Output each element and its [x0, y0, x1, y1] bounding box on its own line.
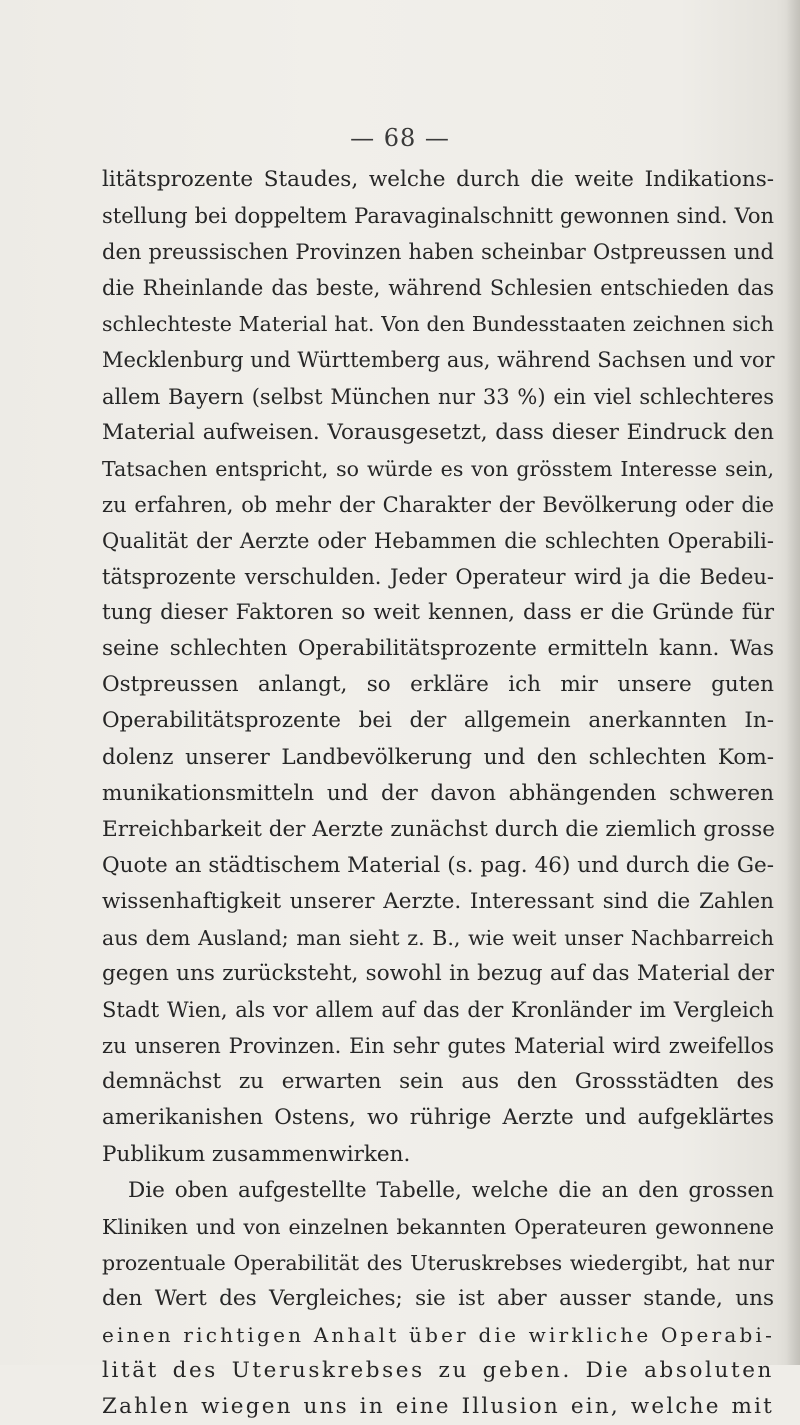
text-line: Publikum zusammenwirken. — [102, 1141, 411, 1167]
text-line: Ostpreussen anlangt, so erkläre ich mir unsere guten — [102, 672, 774, 698]
text-line: seine schlechten Operabilitätsprozente ermitteln kann. Was — [102, 636, 774, 662]
text-line: gegen uns zurücksteht, sowohl in bezug auf das Material der — [102, 961, 774, 987]
text-line: Stadt Wien, als vor allem auf das der Kronländer im Vergleich — [102, 998, 774, 1023]
text-line: munikationsmitteln und der davon abhängenden schweren — [102, 780, 774, 806]
text-line: Qualität der Aerzte oder Hebammen die schlechten Operabili- — [102, 528, 774, 553]
text-line: zu unseren Provinzen. Ein sehr gutes Material wird zweifellos — [102, 1034, 774, 1059]
page-edge-shadow — [786, 0, 800, 1365]
spaced-text-line: einen richtigen Anhalt über die wirkliche Operabi- — [102, 1323, 776, 1347]
page-number: — 68 — — [350, 124, 450, 152]
text-line: Tatsachen entspricht, so würde es von grösstem Interesse sein, — [102, 456, 774, 481]
text-line: dolenz unserer Landbevölkerung und den schlechten Kom- — [102, 744, 774, 770]
text-line: Material aufweisen. Vorausgesetzt, dass dieser Eindruck den — [102, 419, 774, 445]
text-line: litätsprozente Staudes, welche durch die weite Indikations- — [102, 167, 774, 192]
body-text — [102, 162, 774, 1425]
text-line: tung dieser Faktoren so weit kennen, dass er die Gründe für — [102, 600, 774, 626]
text-line: zu erfahren, ob mehr der Charakter der Bevölkerung oder die — [102, 492, 774, 517]
text-line: prozentuale Operabilität des Uteruskrebses wiedergibt, hat nur — [102, 1250, 774, 1275]
text-line: amerikanishen Ostens, wo rührige Aerzte und aufgeklärtes — [102, 1105, 774, 1131]
text-line: den preussischen Provinzen haben scheinbar Ostpreussen und — [102, 240, 774, 265]
text-line: tätsprozente verschulden. Jeder Operateur wird ja die Bedeu- — [102, 565, 774, 590]
text-line: aus dem Ausland; man sieht z. B., wie weit unser Nachbarreich — [102, 925, 774, 950]
text-line: Kliniken und von einzelnen bekannten Operateuren gewonnene — [102, 1214, 774, 1239]
text-line: den Wert des Vergleiches; sie ist aber ausser stande, uns — [102, 1285, 774, 1311]
text-line: schlechteste Material hat. Von den Bundesstaaten zeichnen sich — [102, 312, 774, 337]
spaced-text-line: Zahlen wiegen uns in eine Illusion ein, welche mit — [102, 1394, 774, 1420]
text-line: Quote an städtischem Material (s. pag. 46) und durch die Ge- — [102, 852, 774, 878]
text-line: allem Bayern (selbst München nur 33 %) ein viel schlechteres — [102, 384, 774, 409]
paragraph-start-line: Die oben aufgestellte Tabelle, welche die an den grossen — [128, 1177, 774, 1203]
text-line: demnächst zu erwarten sein aus den Grossstädten des — [102, 1069, 774, 1095]
text-line: Mecklenburg und Württemberg aus, während Sachsen und vor — [102, 348, 775, 373]
spaced-text-line: lität des Uteruskrebses zu geben. Die absoluten — [102, 1358, 774, 1384]
text-line: stellung bei doppeltem Paravaginalschnitt gewonnen sind. Von — [102, 204, 774, 229]
text-line: die Rheinlande das beste, während Schlesien entschieden das — [102, 276, 774, 301]
text-line: Erreichbarkeit der Aerzte zunächst durch die ziemlich grosse — [102, 816, 775, 842]
text-line: Operabilitätsprozente bei der allgemein anerkannten In- — [102, 708, 774, 734]
text-line: wissenhaftigkeit unserer Aerzte. Interessant sind die Zahlen — [102, 888, 774, 914]
